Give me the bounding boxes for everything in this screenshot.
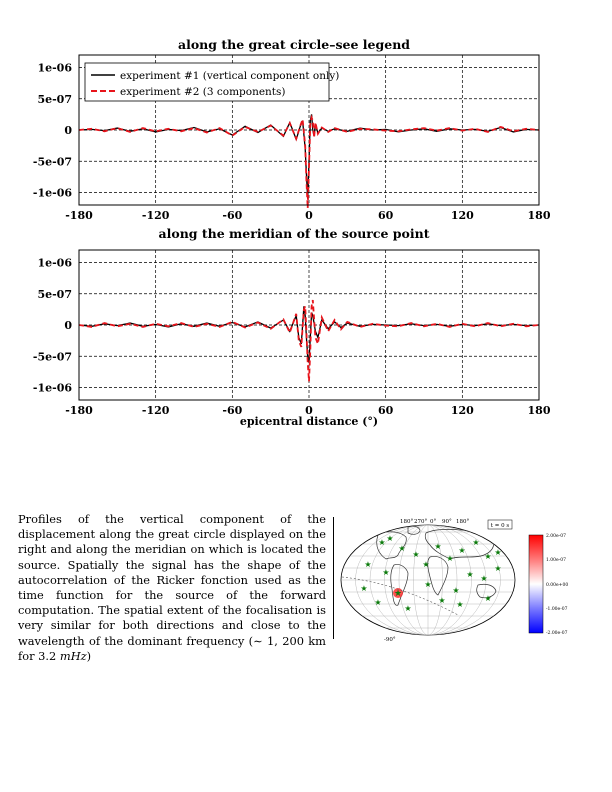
- y-tick-label: 5e-07: [37, 92, 72, 106]
- y-tick-labels: [33, 62, 72, 200]
- colorbar-gradient: [529, 535, 543, 633]
- star-icon: ★: [484, 594, 492, 603]
- star-icon: ★: [434, 542, 442, 551]
- source-marker: [393, 588, 403, 599]
- x-tick-label: 60: [378, 209, 394, 222]
- x-tick-label: 0: [305, 404, 313, 417]
- y-tick-label: -1e-06: [32, 186, 72, 200]
- star-icon: ★: [412, 550, 420, 559]
- map-label: 270°: [414, 519, 428, 525]
- star-icon: ★: [422, 560, 430, 569]
- star-icon: ★: [466, 570, 474, 579]
- figure-caption: [18, 512, 326, 664]
- colorbar-tick: 2.00e-07: [546, 534, 566, 539]
- chart-title: along the great circle–see legend: [177, 37, 411, 52]
- star-icon: ★: [386, 534, 394, 543]
- x-tick-label: -120: [141, 209, 170, 222]
- caption-math-unit: mHz: [59, 648, 87, 663]
- star-icon: ★: [472, 538, 480, 547]
- x-tick-label: 180: [527, 209, 551, 222]
- time-annotation: [488, 520, 512, 529]
- x-tick-label: 180: [527, 404, 551, 417]
- colorbar: [529, 533, 568, 636]
- star-icon: ★: [364, 560, 372, 569]
- map-label: 180°: [400, 519, 414, 525]
- star-icon: ★: [456, 600, 464, 609]
- x-tick-label: 120: [450, 209, 474, 222]
- legend: [85, 63, 339, 101]
- y-tick-label: -1e-06: [32, 381, 72, 395]
- colorbar-tick-labels: [546, 533, 568, 636]
- series-line-1: [79, 306, 539, 362]
- star-icon: ★: [438, 596, 446, 605]
- colorbar-tick: 1.00e-07: [546, 558, 566, 563]
- map-label: 90°: [442, 519, 452, 525]
- y-tick-label: -5e-07: [32, 155, 72, 169]
- chart-great-circle: [33, 37, 551, 222]
- time-annotation-text: t = 0 s: [490, 523, 510, 529]
- y-tick-labels: [33, 257, 72, 395]
- star-icon: ★: [458, 546, 466, 555]
- y-tick-label: 1e-06: [37, 61, 72, 75]
- star-icon: ★: [452, 586, 460, 595]
- x-tick-label: -120: [141, 404, 170, 417]
- x-tick-labels: [65, 209, 551, 222]
- x-tick-label: -180: [65, 404, 93, 417]
- star-icon: ★: [378, 538, 386, 547]
- legend-label-series-1: experiment #1 (vertical component only): [120, 70, 340, 82]
- star-icon: ★: [424, 580, 432, 589]
- caption-divider: [333, 517, 334, 639]
- colorbar-tick: -1.00e-07: [546, 607, 568, 612]
- colorbar-tick: -2.00e-07: [546, 631, 568, 636]
- star-icon: ★: [480, 574, 488, 583]
- star-icon: ★: [398, 544, 406, 553]
- star-icon: ★: [494, 548, 502, 557]
- x-tick-label: 0: [305, 209, 313, 222]
- map-label: 0°: [430, 519, 437, 525]
- x-tick-label: 120: [450, 404, 474, 417]
- x-axis-label: epicentral distance (°): [239, 415, 379, 428]
- y-tick-label: 1e-06: [37, 256, 72, 270]
- world-map: [338, 519, 518, 643]
- caption-text-end: ): [86, 648, 92, 663]
- map-label: -90°: [384, 637, 396, 643]
- star-icon: ★: [404, 604, 412, 613]
- y-tick-label: -5e-07: [32, 350, 72, 364]
- x-tick-label: -60: [222, 404, 243, 417]
- x-tick-label: -180: [65, 209, 93, 222]
- star-icon: ★: [484, 552, 492, 561]
- legend-label-series-2: experiment #2 (3 components): [120, 86, 286, 98]
- star-icon: ★: [446, 554, 454, 563]
- map-figure: [338, 515, 610, 645]
- x-tick-label: 60: [378, 404, 394, 417]
- chart-title: along the meridian of the source point: [158, 226, 430, 241]
- map-label: 180°: [456, 519, 470, 525]
- star-icon: ★: [382, 568, 390, 577]
- star-icon: ★: [360, 584, 368, 593]
- star-icon: ★: [393, 589, 403, 599]
- chart-meridian: [33, 226, 551, 428]
- colorbar-tick: 0.00e+00: [546, 583, 569, 588]
- y-tick-label: 5e-07: [37, 287, 72, 301]
- y-tick-label: 0: [64, 124, 72, 137]
- y-tick-label: 0: [64, 319, 72, 332]
- x-tick-label: -60: [222, 209, 243, 222]
- star-icon: ★: [374, 598, 382, 607]
- star-icon: ★: [494, 564, 502, 573]
- caption-text: Profiles of the vertical component of the displacement along the great circle displayed on the right and along the meridian on which is located the source. Spatially the signal has the shape of the autocorrelation of the Ricker fonction used as the time function for the source of the forward computation. The spatial extent of the focalisation is very similar for both directions and close to the wavelength of the dominant frequency (∼ 1, 200 km for 3.2: [18, 512, 326, 663]
